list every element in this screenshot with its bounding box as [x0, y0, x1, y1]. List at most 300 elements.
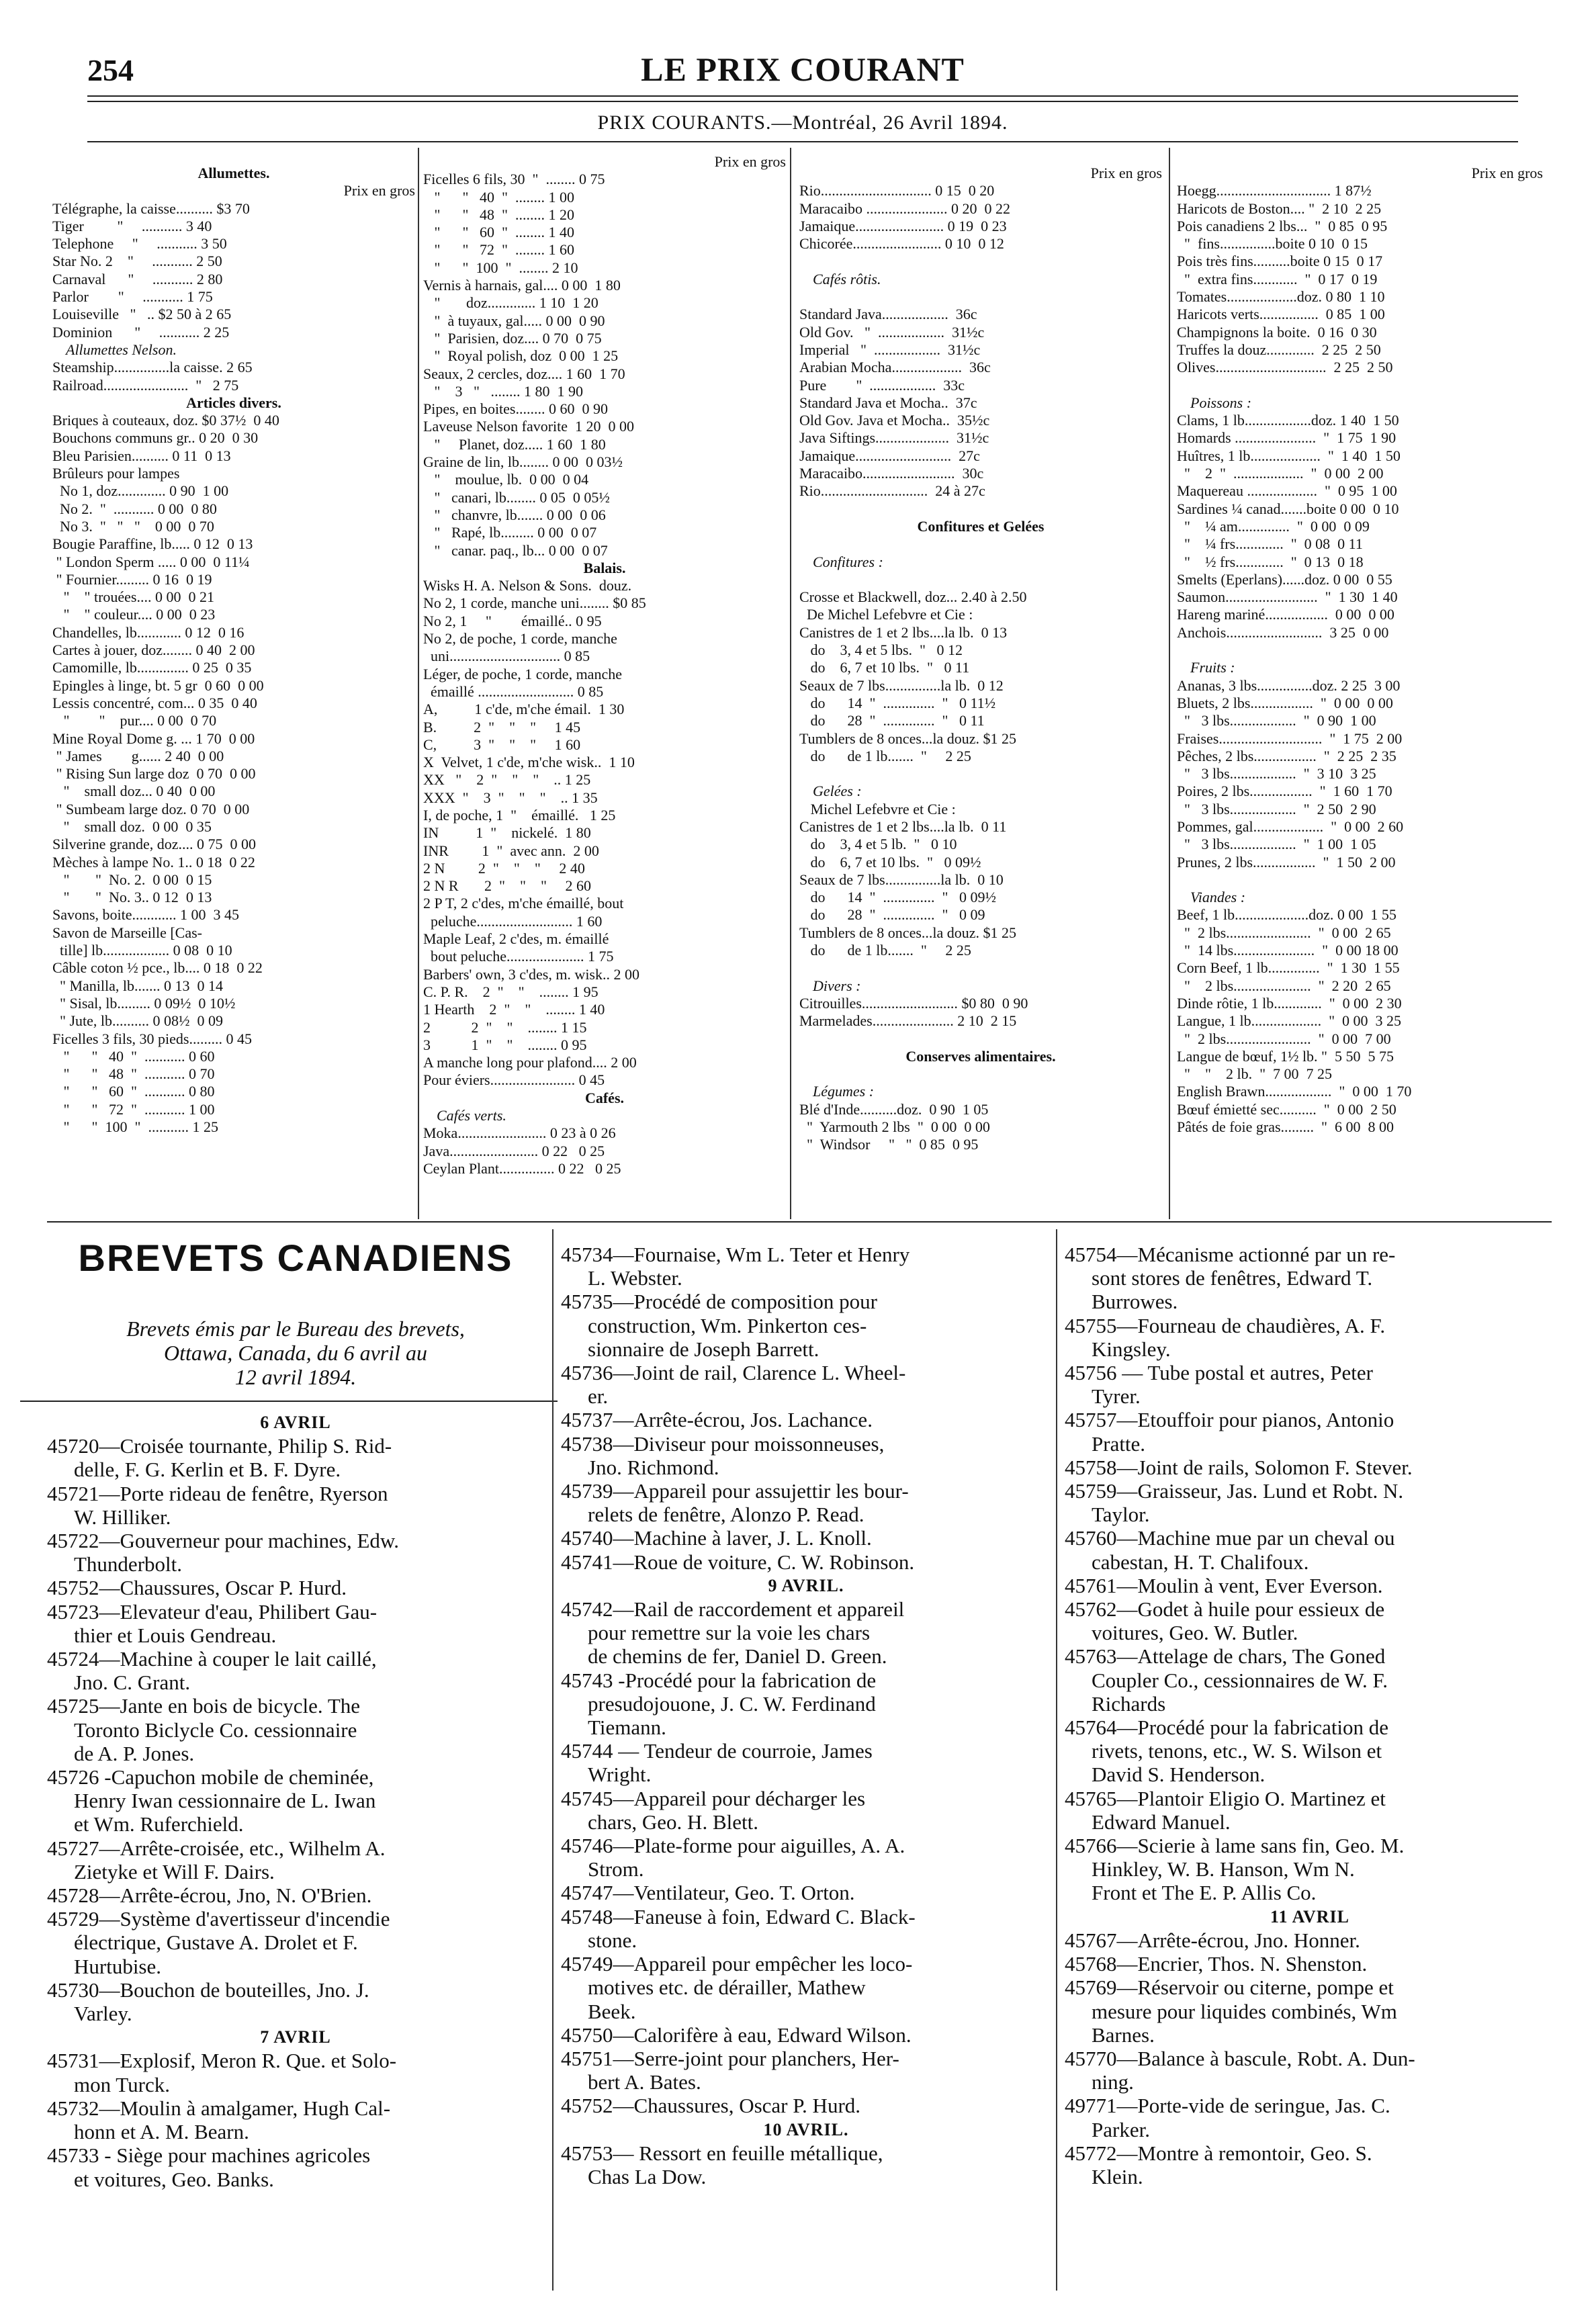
price-row: " Rapé, lb......... 0 00 0 07 [423, 524, 597, 541]
price-row: Standard Java.................. 36c [799, 306, 977, 323]
patent-entry: 45735—Procédé de composition pour [561, 1290, 877, 1314]
price-row: " 2 " ................... " 0 00 2 00 [1177, 465, 1384, 482]
price-row: Savon de Marseille [Cas- [52, 924, 202, 941]
price-row: do 28 " .............. " 0 11 [799, 712, 985, 729]
price-row: Seaux de 7 lbs...............la lb. 0 10 [799, 871, 1004, 888]
price-row: Champignons la boite. 0 16 0 30 [1177, 323, 1377, 341]
price-row: " " 72 " ........ 1 60 [423, 241, 574, 259]
patent-entry: 45729—Système d'avertisseur d'incendie [47, 1907, 390, 1931]
price-row: XX " 2 " " " .. 1 25 [423, 771, 591, 789]
price-row: No 2, 1 corde, manche uni........ $0 85 [423, 594, 646, 612]
price-row: IN 1 " nickelé. 1 80 [423, 824, 591, 842]
patent-entry-continuation: Jno. Richmond. [588, 1455, 719, 1479]
patent-entry-continuation: pour remettre sur la voie les chars [588, 1621, 871, 1645]
price-row: Pêches, 2 lbs................. " 2 25 2 35 [1177, 747, 1396, 764]
date-heading: 9 AVRIL. [768, 1575, 844, 1595]
price-row: Briques à couteaux, doz. $0 37½ 0 40 [52, 412, 279, 429]
price-row: Olives.............................. 2 25 2 50 [1177, 359, 1393, 376]
price-row: " 2 lbs..................... " 2 20 2 65 [1177, 977, 1391, 994]
price-row: Pour éviers....................... 0 45 [423, 1071, 605, 1089]
patent-entry-continuation: David S. Henderson. [1092, 1763, 1266, 1787]
patent-entry: 45740—Machine à laver, J. L. Knoll. [561, 1526, 872, 1550]
price-row [1177, 641, 1543, 659]
patent-entry: 45772—Montre à remontoir, Geo. S. [1065, 2141, 1372, 2165]
price-row: Moka........................ 0 23 à 0 26 [423, 1124, 616, 1142]
patents-column-2 [561, 1243, 1051, 2287]
price-row: No 1, doz............. 0 90 1 00 [52, 482, 229, 500]
price-row: Dinde rôtie, 1 lb............. " 0 00 2 30 [1177, 994, 1402, 1012]
price-row: Old Gov. " .................. 31½c [799, 323, 985, 341]
patent-entry: 45750—Calorifère à eau, Edward Wilson. [561, 2023, 912, 2047]
price-row: Telephone " ........... 3 50 [52, 235, 227, 253]
price-row: do 14 " .............. " 0 11½ [799, 694, 996, 711]
price-row: No 2, 1 " émaillé.. 0 95 [423, 612, 602, 629]
patent-entry: 45733 - Siège pour machines agricoles [47, 2143, 371, 2168]
patent-entry: 45732—Moulin à amalgamer, Hugh Cal- [47, 2096, 391, 2120]
price-row: Maquereau ................... " 0 95 1 00 [1177, 482, 1397, 500]
price-row: Citrouilles.......................... $0 80 0 90 [799, 994, 1028, 1012]
patent-entry: 45748—Faneuse à foin, Edward C. Black- [561, 1904, 916, 1928]
price-row: Graine de lin, lb........ 0 00 0 03½ [423, 453, 623, 471]
price-row: C, 3 " " " 1 60 [423, 736, 581, 753]
patents-subtitle-line: Ottawa, Canada, du 6 avril au [163, 1341, 427, 1365]
price-row: Brûleurs pour lampes [52, 465, 180, 482]
price-row: Ficelles 3 fils, 30 pieds......... 0 45 [52, 1030, 252, 1047]
patent-entry: 45753— Ressort en feuille métallique, [561, 2141, 883, 2165]
patent-entry: 45761—Moulin à vent, Ever Everson. [1065, 1573, 1383, 1597]
price-row: Jamaique.......................... 27c [799, 447, 980, 464]
price-row [799, 1065, 1162, 1083]
patent-entry: 45725—Jante en bois de bicycle. The [47, 1694, 361, 1718]
patent-entry: 45758—Joint de rails, Solomon F. Stever. [1065, 1455, 1413, 1479]
price-row: XXX " 3 " " " .. 1 35 [423, 789, 598, 806]
price-row: Savons, boite............ 1 00 3 45 [52, 906, 240, 924]
column-divider [1169, 148, 1170, 1219]
price-row: Blé d'Inde..........doz. 0 90 1 05 [799, 1100, 989, 1118]
patent-entry-continuation: chars, Geo. H. Blett. [588, 1810, 758, 1834]
patents-column-3 [1065, 1243, 1555, 2287]
price-row: " London Sperm ..... 0 00 0 11¼ [52, 553, 250, 570]
patents-subtitle-line: 12 avril 1894. [234, 1365, 357, 1389]
price-row: Homards ...................... " 1 75 1 90 [1177, 429, 1396, 447]
patent-entry-continuation: et Wm. Ruferchield. [74, 1812, 244, 1836]
patent-entry: 45767—Arrête-écrou, Jno. Honner. [1065, 1928, 1360, 1952]
patent-entry-continuation: Toronto Biclycle Co. cessionnaire [74, 1718, 357, 1742]
subsection-heading: Fruits : [1190, 659, 1235, 676]
patent-entry: 45742—Rail de raccordement et appareil [561, 1597, 905, 1622]
price-row: " Sumbeam large doz. 0 70 0 00 [52, 800, 250, 817]
column-heading: Prix en gros [343, 182, 415, 199]
patent-entry-continuation: Taylor. [1092, 1503, 1150, 1527]
price-row [1177, 871, 1543, 889]
patent-entry-continuation: construction, Wm. Pinkerton ces- [588, 1313, 867, 1337]
price-row: do 3, 4 et 5 lbs. " 0 12 [799, 641, 963, 659]
price-row: Huîtres, 1 lb................... " 1 40 1 50 [1177, 447, 1401, 464]
price-row: Tumblers de 8 onces...la douz. $1 25 [799, 729, 1017, 747]
price-row: " extra fins............ " 0 17 0 19 [1177, 270, 1378, 287]
subsection-heading: Divers : [813, 977, 861, 994]
patent-entry-continuation: Kingsley. [1092, 1337, 1171, 1361]
price-row [799, 500, 1162, 518]
price-row [799, 765, 1162, 783]
price-row: " 2 lbs....................... " 0 00 7 00 [1177, 1030, 1391, 1047]
patent-entry: 45739—Appareil pour assujettir les bour- [561, 1479, 909, 1503]
price-list-subtitle: PRIX COURANTS.—Montréal, 26 Avril 1894. [597, 112, 1008, 134]
price-row: Mèches à lampe No. 1.. 0 18 0 22 [52, 853, 255, 871]
price-row: Chicorée........................ 0 10 0 12 [799, 235, 1004, 253]
price-row: " " 48 " ........... 0 70 [52, 1065, 215, 1083]
price-row: Canistres de 1 et 2 lbs....la lb. 0 13 [799, 623, 1008, 641]
patent-entry-continuation: Barnes. [1092, 2023, 1155, 2047]
patent-entry-continuation: ning. [1092, 2070, 1134, 2094]
date-heading: 11 AVRIL [1270, 1906, 1350, 1926]
patent-entry-continuation: Klein. [1092, 2164, 1143, 2188]
price-row: English Brawn.................. " 0 00 1 70 [1177, 1083, 1412, 1100]
price-row: 2 N 2 " " " 2 40 [423, 859, 585, 877]
price-row: " canar. paq., lb... 0 00 0 07 [423, 541, 608, 559]
price-column-3 [799, 165, 1162, 1216]
patent-entry-continuation: honn et A. M. Bearn. [74, 2120, 249, 2144]
section-heading: Confitures et Gelées [917, 517, 1045, 535]
price-row: " 14 lbs...................... " 0 00 18 00 [1177, 942, 1399, 959]
price-row: " ¼ am.............. " 0 00 0 09 [1177, 517, 1370, 535]
price-row: " " No. 2. 0 00 0 15 [52, 871, 212, 888]
subsection-heading: Allumettes Nelson. [66, 341, 177, 358]
patent-entry-continuation: Richards [1092, 1691, 1166, 1716]
price-row: B. 2 " " " 1 45 [423, 718, 581, 736]
column-divider [1056, 1229, 1057, 2291]
price-row: " Fournier......... 0 16 0 19 [52, 570, 212, 588]
price-row: " James g...... 2 40 0 00 [52, 747, 224, 764]
subsection-heading: Poissons : [1190, 394, 1252, 411]
price-row: Maracaibo ...................... 0 20 0 22 [799, 199, 1011, 217]
price-row: Bougie Paraffine, lb..... 0 12 0 13 [52, 535, 253, 553]
price-row: Tiger " ........... 3 40 [52, 217, 212, 234]
patent-entry: 45762—Godet à huile pour essieux de [1065, 1597, 1385, 1622]
price-row: Bluets, 2 lbs................. " 0 00 0 00 [1177, 694, 1393, 711]
price-row [799, 288, 1162, 306]
price-row: do 6, 7 et 10 lbs. " 0 11 [799, 659, 970, 676]
price-row: Silverine grande, doz.... 0 75 0 00 [52, 836, 257, 853]
price-row: Ficelles 6 fils, 30 " ........ 0 75 [423, 171, 605, 188]
patent-entry: 45752—Chaussures, Oscar P. Hurd. [47, 1576, 347, 1600]
patent-entry-continuation: voitures, Geo. W. Butler. [1092, 1621, 1298, 1645]
price-row: " " 60 " ........ 1 40 [423, 224, 574, 241]
price-row: Langue de bœuf, 1½ lb. " 5 50 5 75 [1177, 1047, 1394, 1065]
price-row: Arabian Mocha................... 36c [799, 359, 991, 376]
price-row: No 2. " ........... 0 00 0 80 [52, 500, 217, 517]
price-row: No 2, de poche, 1 corde, manche [423, 630, 617, 648]
price-row: Pâtés de foie gras......... " 6 00 8 00 [1177, 1118, 1394, 1136]
patent-entry: 45731—Explosif, Meron R. Que. et Solo- [47, 2049, 397, 2073]
price-row: " Yarmouth 2 lbs " 0 00 0 00 [799, 1118, 990, 1136]
patent-entry-continuation: motives etc. de dérailler, Mathew [588, 1976, 866, 2000]
price-row: 1 Hearth 2 " " ........ 1 40 [423, 1001, 605, 1018]
price-row: Imperial " .................. 31½c [799, 341, 981, 358]
price-row: Anchois.......................... 3 25 0 00 [1177, 623, 1389, 641]
price-row: tille] lb.................. 0 08 0 10 [52, 942, 232, 959]
price-row: Railroad....................... " 2 75 [52, 376, 239, 394]
patent-entry-continuation: Pratte. [1092, 1431, 1146, 1456]
price-row: Canistres de 1 et 2 lbs....la lb. 0 11 [799, 817, 1007, 835]
price-row: Haricots verts................ 0 85 1 00 [1177, 306, 1385, 323]
price-row [799, 959, 1162, 977]
price-row: Java Siftings.................... 31½c [799, 429, 989, 447]
patent-entry: 45743 -Procédé pour la fabrication de [561, 1668, 877, 1692]
price-row: Louiseville " .. $2 50 à 2 65 [52, 306, 232, 323]
price-row: " small doz. 0 00 0 35 [52, 817, 212, 835]
price-row: " Manilla, lb....... 0 13 0 14 [52, 977, 224, 994]
price-row: Smelts (Eperlans)......doz. 0 00 0 55 [1177, 570, 1392, 588]
price-row: " Planet, doz..... 1 60 1 80 [423, 435, 606, 453]
patent-entry: 45756 — Tube postal et autres, Peter [1065, 1361, 1373, 1385]
price-row: " " pur.... 0 00 0 70 [52, 712, 217, 729]
patent-entry: 45765—Plantoir Eligio O. Martinez et [1065, 1786, 1386, 1810]
price-row: Ananas, 3 lbs...............doz. 2 25 3 00 [1177, 676, 1401, 694]
price-row: " 3 " ........ 1 80 1 90 [423, 382, 583, 400]
price-row: " " 2 lb. " 7 00 7 25 [1177, 1065, 1333, 1083]
price-row: " " No. 3.. 0 12 0 13 [52, 889, 212, 906]
price-row: " Rising Sun large doz 0 70 0 00 [52, 765, 256, 783]
price-row: Pipes, en boites........ 0 60 0 90 [423, 400, 608, 418]
price-row: Steamship...............la caisse. 2 65 [52, 359, 253, 376]
patent-entry: 45727—Arrête-croisée, etc., Wilhelm A. [47, 1836, 386, 1860]
patent-entry-continuation: Varley. [74, 2002, 132, 2026]
price-row [799, 571, 1162, 588]
patent-entry-continuation: Strom. [588, 1857, 644, 1881]
date-heading: 10 AVRIL. [763, 2119, 849, 2139]
patent-entry: 45759—Graisseur, Jas. Lund et Robt. N. [1065, 1479, 1404, 1503]
price-row: Carnaval " ........... 2 80 [52, 270, 223, 287]
price-row: Prunes, 2 lbs................. " 1 50 2 00 [1177, 853, 1396, 871]
price-row: Clams, 1 lb..................doz. 1 40 1 50 [1177, 412, 1399, 429]
patent-entry: 45766—Scierie à lame sans fin, Geo. M. [1065, 1834, 1405, 1858]
price-row: " " 72 " ........... 1 00 [52, 1100, 215, 1118]
price-row: Pommes, gal................... " 0 00 2 60 [1177, 817, 1404, 835]
date-heading: 7 AVRIL [260, 2027, 331, 2047]
price-row: Seaux, 2 cercles, doz.... 1 60 1 70 [423, 365, 625, 382]
patent-entry: 45760—Machine mue par un cheval ou [1065, 1526, 1395, 1550]
price-row: " small doz... 0 40 0 00 [52, 783, 216, 800]
patent-entry: 45755—Fourneau de chaudières, A. F. [1065, 1313, 1386, 1337]
patent-entry: 45723—Elevateur d'eau, Philibert Gau- [47, 1599, 378, 1624]
price-row: Truffes la douz............. 2 25 2 50 [1177, 341, 1381, 358]
price-row [1177, 377, 1543, 394]
patent-entry: 45757—Etouffoir pour pianos, Antonio [1065, 1408, 1394, 1432]
price-row: Lessis concentré, com... 0 35 0 40 [52, 694, 257, 711]
price-row: " Sisal, lb......... 0 09½ 0 10½ [52, 994, 236, 1012]
patent-entry: 45751—Serre-joint pour planchers, Her- [561, 2046, 899, 2070]
price-row: Old Gov. Java et Mocha.. 35½c [799, 412, 990, 429]
price-row: " 3 lbs.................. " 3 10 3 25 [1177, 765, 1376, 783]
price-row: Chandelles, lb............ 0 12 0 16 [52, 623, 245, 641]
price-row: Pure " .................. 33c [799, 376, 965, 394]
price-row: Câble coton ½ pce., lb.... 0 18 0 22 [52, 959, 263, 977]
patent-entry-continuation: Chas La Dow. [588, 2164, 707, 2188]
patent-entry-continuation: cabestan, H. T. Chalifoux. [1092, 1550, 1309, 1574]
price-row: Standard Java et Mocha.. 37c [799, 394, 977, 411]
patent-entry-continuation: Burrowes. [1092, 1290, 1178, 1314]
patent-entry-continuation: er. [588, 1384, 609, 1409]
column-divider [418, 148, 419, 1219]
price-row: émaillé .......................... 0 85 [423, 682, 604, 700]
patent-entry: 45734—Fournaise, Wm L. Teter et Henry [561, 1243, 910, 1266]
patent-entry-continuation: L. Webster. [588, 1266, 682, 1290]
patent-entry: 45752—Chaussures, Oscar P. Hurd. [561, 2094, 861, 2118]
price-row: Mine Royal Dome g. ... 1 70 0 00 [52, 729, 255, 747]
price-column-4 [1177, 165, 1543, 1216]
price-column-1 [52, 165, 415, 1216]
price-row: Jamaique........................ 0 19 0 23 [799, 217, 1007, 234]
price-row: Dominion " ........... 2 25 [52, 323, 230, 341]
price-row: Rio............................. 24 à 27c [799, 482, 985, 500]
patent-entry-continuation: Tiemann. [588, 1716, 666, 1740]
price-row: " " 60 " ........... 0 80 [52, 1083, 215, 1100]
patent-entry-continuation: Edward Manuel. [1092, 1810, 1231, 1834]
patent-entry: 45754—Mécanisme actionné par un re- [1065, 1243, 1396, 1266]
price-row: Bleu Parisien.......... 0 11 0 13 [52, 447, 231, 464]
price-row: Saumon......................... " 1 30 1 40 [1177, 588, 1398, 606]
patent-entry-continuation: Beek. [588, 1999, 636, 2023]
section-heading: Allumettes. [197, 165, 270, 181]
price-row: " Royal polish, doz 0 00 1 25 [423, 347, 619, 365]
patent-entry-continuation: mesure pour liquides combinés, Wm [1092, 1999, 1397, 2023]
price-row: " fins...............boite 0 10 0 15 [1177, 235, 1368, 253]
patent-entry-continuation: Henry Iwan cessionnaire de L. Iwan [74, 1789, 376, 1813]
patent-entry-continuation: sionnaire de Joseph Barrett. [588, 1337, 819, 1361]
column-divider [552, 1229, 553, 2291]
price-row: Barbers' own, 3 c'des, m. wisk.. 2 00 [423, 965, 639, 983]
price-row [799, 535, 1162, 553]
patent-entry: 45722—Gouverneur pour machines, Edw. [47, 1529, 400, 1553]
patents-subtitle-line: Brevets émis par le Bureau des brevets, [126, 1317, 465, 1341]
column-heading: Prix en gros [714, 153, 786, 170]
price-row: " 3 lbs.................. " 2 50 2 90 [1177, 800, 1376, 817]
patents-title: BREVETS CANADIENS [78, 1237, 513, 1279]
patent-entry-continuation: Parker. [1092, 2117, 1150, 2141]
price-row: Haricots de Boston.... " 2 10 2 25 [1177, 199, 1382, 217]
subtitle-rule [87, 141, 1518, 142]
price-row: Bœuf émietté sec.......... " 0 00 2 50 [1177, 1100, 1396, 1118]
price-row: Seaux de 7 lbs...............la lb. 0 12 [799, 676, 1004, 694]
patent-entry-continuation: et voitures, Geo. Banks. [74, 2167, 274, 2191]
patent-entry: 45720—Croisée tournante, Philip S. Rid- [47, 1434, 392, 1458]
price-row: Java........................ 0 22 0 25 [423, 1142, 605, 1159]
patent-entry-continuation: W. Hilliker. [74, 1505, 171, 1529]
price-row: De Michel Lefebvre et Cie : [799, 606, 973, 623]
price-row: C. P. R. 2 " " ........ 1 95 [423, 983, 598, 1000]
page-header [87, 47, 1518, 95]
price-row [799, 1030, 1162, 1048]
price-row: Langue, 1 lb................... " 0 00 3 25 [1177, 1012, 1402, 1030]
price-row: do 28 " .............. " 0 09 [799, 906, 985, 924]
patent-entry: 45736—Joint de rail, Clarence L. Wheel- [561, 1361, 906, 1385]
patent-entry-continuation: Wright. [588, 1763, 652, 1787]
price-row: Camomille, lb.............. 0 25 0 35 [52, 659, 252, 676]
price-row: Tumblers de 8 onces...la douz. $1 25 [799, 924, 1017, 941]
price-row: Epingles à linge, bt. 5 gr 0 60 0 00 [52, 676, 264, 694]
section-rule [47, 1221, 1552, 1223]
price-row: " " trouées.... 0 00 0 21 [52, 588, 214, 606]
subsection-heading: Gelées : [813, 783, 862, 800]
patent-entry-continuation: delle, F. G. Kerlin et B. F. Dyre. [74, 1458, 341, 1482]
price-row: Star No. 2 " ........... 2 50 [52, 253, 222, 270]
section-heading: Articles divers. [186, 394, 281, 411]
price-row: do 6, 7 et 10 lbs. " 0 09½ [799, 853, 981, 871]
price-row: 2 N R 2 " " " 2 60 [423, 877, 592, 895]
price-row: " ¼ frs............. " 0 08 0 11 [1177, 535, 1363, 553]
price-row: do 14 " .............. " 0 09½ [799, 889, 996, 906]
header-rule [87, 95, 1518, 97]
price-row: Ceylan Plant............... 0 22 0 25 [423, 1159, 621, 1177]
section-heading: Cafés. [584, 1089, 625, 1106]
patent-entry: 45749—Appareil pour empêcher les loco- [561, 1952, 913, 1976]
patent-entry-continuation: rivets, tenons, etc., W. S. Wilson et [1092, 1739, 1382, 1763]
price-row: Télégraphe, la caisse.......... $3 70 [52, 199, 250, 217]
price-row: " ½ frs............. " 0 13 0 18 [1177, 553, 1364, 570]
price-row: Crosse et Blackwell, doz... 2.40 à 2.50 [799, 588, 1027, 606]
price-row: " " 40 " ........... 0 60 [52, 1047, 215, 1065]
patent-entry-continuation: Thunderbolt. [74, 1552, 182, 1577]
patent-entry: 45764—Procédé pour la fabrication de [1065, 1716, 1389, 1740]
column-divider [790, 148, 791, 1219]
price-row: " doz............. 1 10 1 20 [423, 294, 598, 312]
price-row: Hoegg............................... 1 87½ [1177, 182, 1372, 199]
patent-entry: 45746—Plate-forme pour aiguilles, A. A. [561, 1834, 905, 1858]
patent-entry: 45730—Bouchon de bouteilles, Jno. J. [47, 1978, 369, 2002]
price-row: Beef, 1 lb....................doz. 0 00 1 55 [1177, 906, 1396, 924]
patent-entry-continuation: Tyrer. [1092, 1384, 1141, 1409]
price-row: do de 1 lb....... " 2 25 [799, 747, 971, 764]
patent-entry: 45738—Diviseur pour moissonneuses, [561, 1431, 885, 1456]
price-row: Sardines ¼ canad.......boite 0 00 0 10 [1177, 500, 1399, 517]
price-row: Wisks H. A. Nelson & Sons. douz. [423, 577, 632, 594]
patent-entry-continuation: électrique, Gustave A. Drolet et F. [74, 1931, 358, 1955]
price-row: peluche.......................... 1 60 [423, 912, 603, 930]
patent-entry: 45769—Réservoir ou citerne, pompe et [1065, 1976, 1394, 2000]
price-row: " Parisien, doz.... 0 70 0 75 [423, 329, 602, 347]
price-row: INR 1 " avec ann. 2 00 [423, 842, 599, 859]
patent-entry: 45770—Balance à bascule, Robt. A. Dun- [1065, 2046, 1415, 2070]
patent-entry: 45728—Arrête-écrou, Jno, N. O'Brien. [47, 1883, 372, 1908]
price-row: I, de poche, 1 " émaillé. 1 25 [423, 806, 616, 824]
patent-entry: 45726 -Capuchon mobile de cheminée, [47, 1765, 374, 1789]
patent-entry: 45768—Encrier, Thos. N. Shenston. [1065, 1952, 1368, 1976]
section-heading: Conserves alimentaires. [905, 1047, 1056, 1065]
price-row: " " 100 " ........... 1 25 [52, 1118, 218, 1136]
price-row: do de 1 lb....... " 2 25 [799, 942, 971, 959]
patent-entry-continuation: sont stores de fenêtres, Edward T. [1092, 1266, 1373, 1290]
price-row: No 3. " " " 0 00 0 70 [52, 517, 214, 535]
price-row: Léger, de poche, 1 corde, manche [423, 665, 622, 682]
price-row: " à tuyaux, gal..... 0 00 0 90 [423, 312, 605, 329]
patent-entry: 45721—Porte rideau de fenêtre, Ryerson [47, 1481, 388, 1505]
price-row: Cartes à jouer, doz........ 0 40 2 00 [52, 641, 255, 659]
patent-entry-continuation: Zietyke et Will F. Dairs. [74, 1859, 275, 1883]
price-row: Michel Lefebvre et Cie : [799, 800, 956, 817]
price-row [799, 253, 1162, 270]
patent-entry-continuation: mon Turck. [74, 2072, 170, 2096]
price-row: Rio.............................. 0 15 0 20 [799, 182, 995, 199]
patent-entry-continuation: Coupler Co., cessionnaires de W. F. [1092, 1668, 1388, 1692]
page-number: 254 [87, 53, 134, 87]
date-heading: 6 AVRIL [260, 1413, 331, 1432]
price-row: Pois très fins..........boite 0 15 0 17 [1177, 253, 1383, 270]
patent-entry-continuation: Hinkley, W. B. Hanson, Wm N. [1092, 1857, 1355, 1881]
patent-entry-continuation: Front et The E. P. Allis Co. [1092, 1881, 1317, 1905]
price-row: " " 100 " ........ 2 10 [423, 259, 578, 276]
patent-entry-continuation: stone. [588, 1928, 637, 1952]
